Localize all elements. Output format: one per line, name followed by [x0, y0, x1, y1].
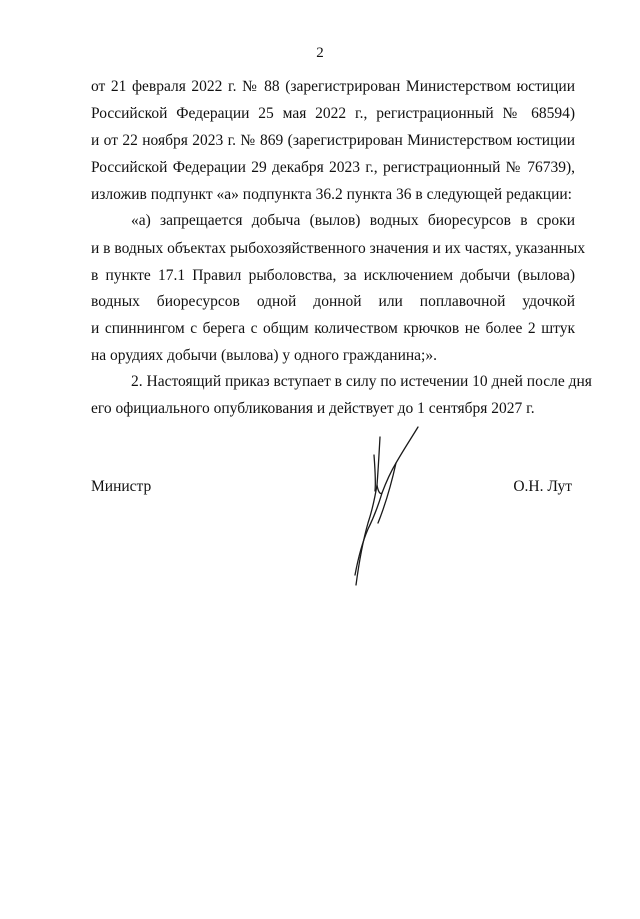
text-line: на орудиях добычи (вылова) у одного гражданина;».	[91, 347, 437, 364]
text-line: изложив подпункт «а» подпункта 36.2 пункта 36 в следующей редакции:	[91, 186, 572, 203]
text-line: 2. Настоящий приказ вступает в силу по истечении 10 дней после дня	[131, 373, 592, 390]
text-line: от 21 февраля 2022 г. № 88 (зарегистрирован Министерством юстиции	[91, 78, 575, 95]
text-line: водных биоресурсов одной донной или поплавочной удочкой	[91, 293, 575, 310]
text-line: Российской Федерации 29 декабря 2023 г., регистрационный № 76739),	[91, 159, 575, 176]
signatory-title: Министр	[91, 478, 152, 495]
handwritten-signature	[338, 425, 438, 590]
text-line: Российской Федерации 25 мая 2022 г., регистрационный № 68594)	[91, 105, 575, 122]
text-line: его официального опубликования и действует до 1 сентября 2027 г.	[91, 400, 535, 417]
signatory-name: О.Н. Лут	[513, 478, 572, 495]
page-number: 2	[316, 45, 324, 61]
text-line: и от 22 ноября 2023 г. № 869 (зарегистрирован Министерством юстиции	[91, 132, 575, 149]
text-line: и в водных объектах рыбохозяйственного значения и их частях, указанных	[91, 240, 586, 257]
text-line: «а) запрещается добыча (вылов) водных биоресурсов в сроки	[131, 212, 575, 229]
text-line: и спиннингом с берега с общим количеством крючков не более 2 штук	[91, 320, 575, 337]
text-line: в пункте 17.1 Правил рыболовства, за исключением добычи (вылова)	[91, 267, 575, 284]
